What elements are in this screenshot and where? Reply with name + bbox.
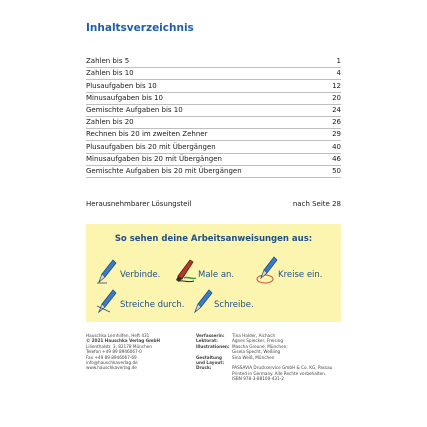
toc-row <box>86 154 341 166</box>
credit-label <box>196 376 232 381</box>
toc-row <box>86 93 341 105</box>
toc-row <box>86 166 341 178</box>
toc-label: Plusaufgaben bis 20 mit Übergängen <box>86 142 216 151</box>
credit-row <box>196 376 346 381</box>
credit-label: Gestaltung und Layout: <box>196 354 225 366</box>
credit-label: Lektorat: <box>196 338 218 344</box>
toc-label: Zahlen bis 10 <box>86 69 134 78</box>
credit-value: Printed in Germany. Alle Rechte vorbehalten. <box>232 370 327 376</box>
imprint-line: Lilienthalstr. 3, 82178 München <box>86 343 152 349</box>
pencil-write-icon <box>192 288 214 314</box>
instruction-verbinde: Verbinde. <box>120 270 161 280</box>
toc-label: Minusaufgaben bis 10 <box>86 93 164 102</box>
toc-row <box>86 68 341 80</box>
toc-page: 29 <box>332 130 341 139</box>
toc-page: 26 <box>332 118 341 127</box>
credit-value: Sina Weiß, München <box>232 354 275 360</box>
imprint-publisher <box>86 333 186 371</box>
toc-label: Zahlen bis 5 <box>86 57 130 66</box>
toc-page: 40 <box>332 142 341 151</box>
toc-label: Gemischte Aufgaben bis 20 mit Übergängen <box>86 166 242 175</box>
imprint-line: Telefon +49 89 8946067-0 <box>86 349 142 355</box>
credit-label: Illustrationen: <box>196 343 230 349</box>
credit-value: PASSAVIA Druckservice GmbH & Co. KG, Passau <box>232 365 333 371</box>
solutions-label: Herausnehmbarer Lösungsteil <box>86 200 192 208</box>
solutions-row <box>86 200 341 208</box>
credit-value: Gisela Specht, Weßling <box>232 349 281 355</box>
credit-value: ISBN 978-3-88100-431-2 <box>232 376 284 382</box>
imprint-line: www.hauschkaverlag.de <box>86 365 137 371</box>
toc-label: Gemischte Aufgaben bis 10 <box>86 105 183 114</box>
toc-label: Zahlen bis 20 <box>86 118 134 127</box>
instruction-schreibe: Schreibe. <box>214 300 254 310</box>
toc-page: 1 <box>336 57 341 66</box>
pencil-strike-icon <box>96 288 118 314</box>
credit-label: Verfasserin: <box>196 333 225 338</box>
credit-row <box>196 355 346 366</box>
page-title: Inhaltsverzeichnis <box>86 22 194 34</box>
credit-label: Druck: <box>196 365 212 371</box>
credit-value: Mascha Greune, München; <box>232 343 288 349</box>
toc-row <box>86 129 341 141</box>
toc-page: 20 <box>332 93 341 102</box>
toc-row <box>86 117 341 129</box>
toc-label: Plusaufgaben bis 10 <box>86 81 157 90</box>
instruction-streiche-durch: Streiche durch. <box>120 300 185 310</box>
pencil-connect-icon <box>96 258 118 284</box>
credit-value: Agnes Spiecker, Freising <box>232 338 283 344</box>
toc-row <box>86 80 341 92</box>
toc-row <box>86 141 341 153</box>
instructions-title: So sehen deine Arbeitsanweisungen aus: <box>114 234 313 244</box>
toc-label: Minusaufgaben bis 20 mit Übergängen <box>86 154 222 163</box>
credit-value: Tina Halder, Aichach <box>232 333 276 338</box>
instructions-box <box>86 224 341 322</box>
imprint-line: © 2021 Hauschka Verlag GmbH <box>86 338 161 344</box>
toc-label: Rechnen bis 20 im zweiten Zehner <box>86 130 208 139</box>
imprint-line: Hauschka Lernhilfen, Heft 431 <box>86 333 150 338</box>
table-of-contents <box>86 56 341 178</box>
imprint-line: Fax +49 89 8946067-69 <box>86 354 137 360</box>
imprint-line: info@hauschkaverlag.de <box>86 360 138 366</box>
toc-row <box>86 56 341 68</box>
pencil-circle-icon <box>256 256 278 284</box>
toc-row <box>86 105 341 117</box>
toc-page: 24 <box>332 105 341 114</box>
instruction-kreise-ein: Kreise ein. <box>278 270 323 280</box>
instruction-male-an: Male an. <box>198 270 235 280</box>
brush-paint-icon <box>174 256 198 284</box>
solutions-page: nach Seite 28 <box>292 200 341 208</box>
toc-page: 50 <box>332 166 341 175</box>
toc-page: 46 <box>332 154 341 163</box>
imprint-credits <box>196 333 346 382</box>
toc-page: 12 <box>332 81 341 90</box>
toc-page: 4 <box>336 69 341 78</box>
